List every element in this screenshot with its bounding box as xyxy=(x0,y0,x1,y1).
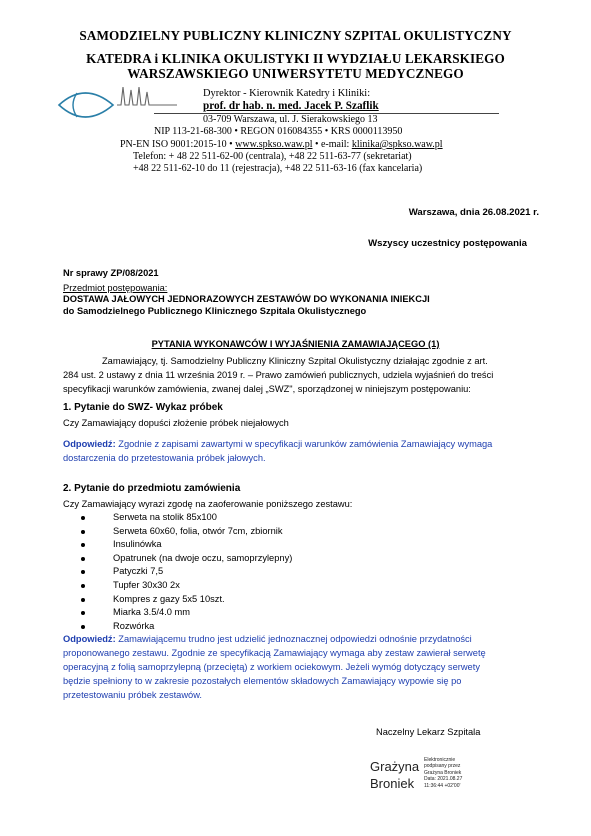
list-item: Serweta na stolik 85x100 xyxy=(81,511,292,525)
director-name: prof. dr hab. n. med. Jacek P. Szaflik xyxy=(203,100,379,112)
eye-logo-icon xyxy=(55,83,180,127)
director-title: Dyrektor - Kierownik Katedry i Kliniki: xyxy=(203,88,371,99)
intro-line-1: Zamawiający, tj. Samodzielny Publiczny Kliniczny Szpital Okulistyczny działając zgodnie z art. xyxy=(102,356,488,366)
answer-2-label: Odpowiedź: xyxy=(63,634,116,644)
list-item: Rozwórka xyxy=(81,620,292,634)
intro-line-2: 284 ust. 2 ustawy z dnia 11 września 2019 r. – Prawo zamówień publicznych, udziela wyjaśnień do treści xyxy=(63,370,494,380)
answer-2-line-5: przetestowaniu próbek zestawów. xyxy=(63,690,203,700)
hospital-name: SAMODZIELNY PUBLICZNY KLINICZNY SZPITAL OKULISTYCZNY xyxy=(79,28,512,43)
electronic-signature xyxy=(370,757,490,807)
subject-line-1: DOSTAWA JAŁOWYCH JEDNORAZOWYCH ZESTAWÓW DO WYKONANIA INIEKCJI xyxy=(63,294,430,304)
bullet-icon xyxy=(81,530,85,534)
bullet-icon xyxy=(81,584,85,588)
question-1-text: Czy Zamawiający dopuści złożenie próbek niejałowych xyxy=(63,418,289,428)
department-name: KATEDRA i KLINIKA OKULISTYKI II WYDZIAŁU LEKARSKIEGO xyxy=(86,51,505,66)
recipients: Wszyscy uczestnicy postępowania xyxy=(368,238,527,249)
question-2-text: Czy Zamawiający wyrazi zgodę na zaoferowanie poniższego zestawu: xyxy=(63,499,353,509)
signature-stamp: Elektronicznie podpisany przez Grażyna Broniek Data: 2021.08.27 11:36:44 +02'00' xyxy=(424,757,463,789)
phones-line-2: +48 22 511-62-10 do 11 (rejestracja), +48 22 511-63-16 (fax kancelaria) xyxy=(133,163,423,174)
answer-2-line-2: proponowanego zestawu. Zgodnie ze specyfikacją Zamawiający wymaga aby zestaw zawierał serwetę xyxy=(63,648,486,658)
email-link[interactable]: klinika@spkso.waw.pl xyxy=(351,139,443,150)
bullet-icon xyxy=(81,625,85,629)
bullet-icon xyxy=(81,516,85,520)
phones-line-1: Telefon: + 48 22 511-62-00 (centrala), +48 22 511-63-77 (sekretariat) xyxy=(133,151,412,162)
kit-items-list xyxy=(81,511,292,633)
contact-line xyxy=(120,139,443,152)
list-item: Patyczki 7,5 xyxy=(81,565,292,579)
section-title: PYTANIA WYKONAWCÓW I WYJAŚNIENIA ZAMAWIAJĄCEGO (1) xyxy=(151,339,440,349)
signer-first-name: Grażyna xyxy=(370,759,420,774)
list-item: Kompres z gazy 5x5 10szt. xyxy=(81,593,292,607)
bullet-icon xyxy=(81,611,85,615)
answer-1 xyxy=(63,437,533,465)
bullet-icon xyxy=(81,598,85,602)
answer-2 xyxy=(63,632,529,702)
list-item: Serweta 60x60, folia, otwór 7cm, zbiornik xyxy=(81,525,292,539)
intro-line-3: specyfikacji warunków zamówienia, zwanej dalej „SWZ", sporządzonej w niniejszym postępowaniu: xyxy=(63,384,471,394)
signatory-role: Naczelny Lekarz Szpitala xyxy=(376,727,481,737)
bullet-icon xyxy=(81,543,85,547)
email-prefix: • e-mail: xyxy=(312,139,352,150)
answer-2-line-3: operacyjną z folią samoprzylepną (przeciętą) z workiem ociekowym. Jeżeli wymóg dotyczący serwety xyxy=(63,662,480,672)
answer-1-label: Odpowiedź: xyxy=(63,439,116,449)
certification: PN-EN ISO 9001:2015-10 • xyxy=(120,139,236,150)
subject-label: Przedmiot postępowania: xyxy=(63,283,168,293)
document-date: Warszawa, dnia 26.08.2021 r. xyxy=(408,207,539,218)
answer-1-line-2: dostarczenia do przetestowania próbek jałowych. xyxy=(63,453,266,463)
answer-2-line-1: Odpowiedź: Zamawiającemu trudno jest udzielić jednoznacznej odpowiedzi odnośnie przydatności xyxy=(63,634,472,644)
registration-ids: NIP 113-21-68-300 • REGON 016084355 • KRS 0000113950 xyxy=(154,126,403,137)
list-item: Insulinówka xyxy=(81,538,292,552)
question-2-title: 2. Pytanie do przedmiotu zamówienia xyxy=(63,483,241,494)
case-number: Nr sprawy ZP/08/2021 xyxy=(63,268,159,278)
list-item: Miarka 3.5/4.0 mm xyxy=(81,606,292,620)
bullet-icon xyxy=(81,570,85,574)
answer-1-line-1: Odpowiedź: Zgodnie z zapisami zawartymi w specyfikacji warunków zamówienia Zamawiający wymaga xyxy=(63,439,493,449)
bullet-icon xyxy=(81,557,85,561)
university-name: WARSZAWSKIEGO UNIWERSYTETU MEDYCZNEGO xyxy=(127,66,464,81)
list-item: Tupfer 30x30 2x xyxy=(81,579,292,593)
address: 03-709 Warszawa, ul. J. Sierakowskiego 13 xyxy=(203,114,378,125)
answer-2-line-4: będzie spełniony to w zakresie pozostałych elementów składowych Zamawiający wypowie się po xyxy=(63,676,462,686)
subject-line-2: do Samodzielnego Publicznego Klinicznego Szpitala Okulistycznego xyxy=(63,306,367,316)
question-1-title: 1. Pytanie do SWZ- Wykaz próbek xyxy=(63,402,223,413)
list-item: Opatrunek (na dwoje oczu, samoprzylepny) xyxy=(81,552,292,566)
website-link[interactable]: www.spkso.waw.pl xyxy=(235,139,313,150)
signer-last-name: Broniek xyxy=(370,776,415,791)
hospital-logo xyxy=(55,83,180,127)
